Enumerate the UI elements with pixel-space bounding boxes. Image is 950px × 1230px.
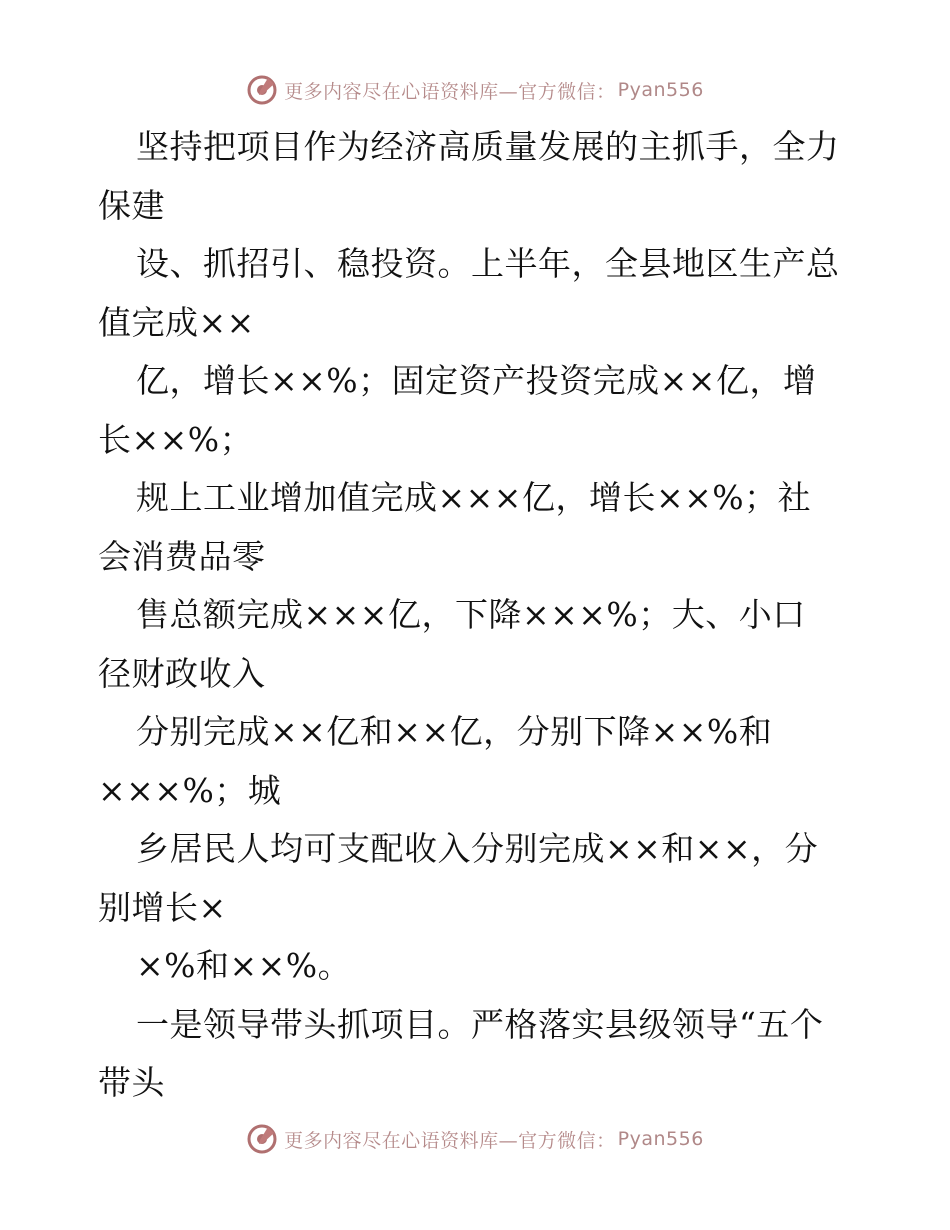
text-line: ×××%；城 — [98, 770, 282, 810]
text-line: 分别完成××亿和××亿，分别下降××%和 — [136, 712, 773, 751]
header-watermark-text: 更多内容尽在心语资料库—官方微信： — [284, 80, 616, 103]
footer-watermark-banner — [0, 1119, 950, 1159]
text-line: 长××%； — [98, 419, 254, 459]
text-line: 乡居民人均可支配收入分别完成××和××，分 — [136, 829, 819, 868]
text-line: 别增长× — [98, 887, 227, 927]
footer-watermark-text: 更多内容尽在心语资料库—官方微信： — [284, 1129, 616, 1152]
text-line: 值完成×× — [98, 302, 255, 342]
brand-logo-icon — [246, 74, 278, 106]
header-watermark-banner — [0, 70, 950, 110]
body-text — [98, 118, 854, 1113]
text-line: 坚持把项目作为经济高质量发展的主抓手，全力 — [136, 127, 840, 166]
text-line: 带头 — [98, 1063, 165, 1102]
text-line: 规上工业增加值完成×××亿，增长××%；社 — [136, 478, 812, 517]
brand-logo-icon — [246, 1123, 278, 1155]
text-line: 设、抓招引、稳投资。上半年，全县地区生产总 — [136, 244, 840, 283]
text-line: 一是领导带头抓项目。严格落实县级领导“五个 — [136, 1004, 824, 1044]
text-line: 会消费品零 — [98, 536, 266, 576]
text-line: ×%和××%。 — [136, 946, 352, 985]
text-line: 亿，增长××%；固定资产投资完成××亿，增 — [136, 361, 817, 400]
text-line: 径财政收入 — [98, 653, 266, 693]
text-line: 售总额完成×××亿，下降×××%；大、小口 — [136, 595, 806, 634]
footer-wechat-id: Pyan556 — [617, 1128, 704, 1150]
text-line: 保建 — [98, 185, 165, 225]
header-wechat-id: Pyan556 — [617, 79, 704, 101]
